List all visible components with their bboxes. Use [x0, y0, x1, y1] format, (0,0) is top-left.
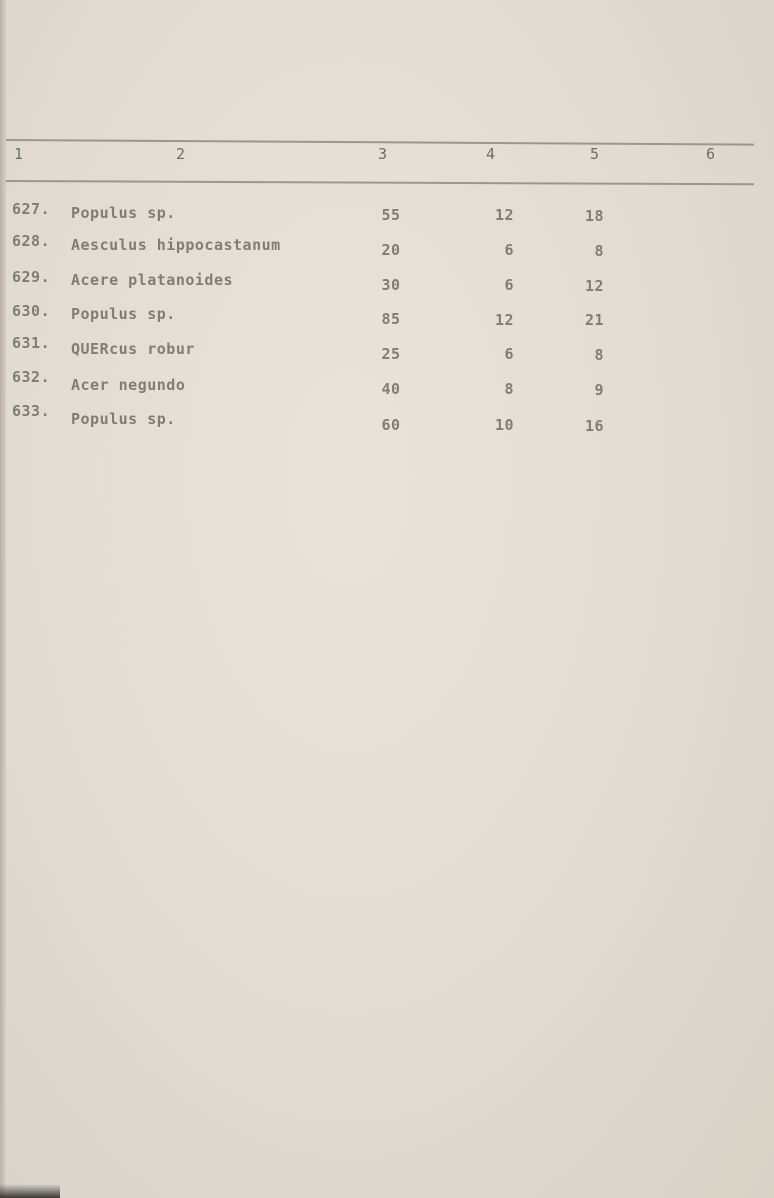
- table-row: [0, 302, 774, 332]
- column-5-value: 9: [594, 381, 604, 399]
- table-row: [0, 334, 774, 364]
- column-5-value: 8: [594, 242, 604, 260]
- species-name: Aesculus hippocastanum: [71, 236, 281, 254]
- column-4-value: 12: [494, 311, 514, 329]
- species-name: QUERcus robur: [71, 340, 195, 358]
- row-number: 628.: [12, 232, 51, 250]
- table-row: [0, 368, 774, 398]
- column-4-value: 6: [504, 276, 514, 294]
- column-header-3: 3: [378, 145, 388, 163]
- column-3-value: 40: [381, 380, 401, 398]
- species-name: Acere platanoides: [71, 271, 234, 289]
- page-bottom-shadow: [0, 1184, 60, 1198]
- table-header-rule: [6, 180, 754, 185]
- column-3-value: 60: [381, 416, 401, 434]
- row-number: 627.: [12, 200, 51, 218]
- column-header-2: 2: [176, 145, 186, 163]
- column-4-value: 12: [494, 206, 514, 224]
- column-5-value: 12: [584, 277, 604, 295]
- species-name: Populus sp.: [71, 410, 176, 428]
- table-row: [0, 268, 774, 298]
- column-header-1: 1: [14, 145, 24, 163]
- row-number: 629.: [12, 268, 51, 286]
- column-5-value: 18: [584, 207, 604, 225]
- row-number: 633.: [12, 402, 51, 420]
- column-5-value: 21: [584, 311, 604, 329]
- column-5-value: 16: [584, 417, 604, 435]
- column-3-value: 20: [381, 241, 401, 259]
- table-row: [0, 402, 774, 435]
- column-header-5: 5: [590, 145, 600, 163]
- column-4-value: 10: [494, 416, 514, 434]
- column-3-value: 25: [381, 345, 401, 363]
- species-name: Acer negundo: [71, 376, 186, 394]
- column-header-4: 4: [486, 145, 496, 163]
- column-3-value: 55: [381, 206, 401, 224]
- column-3-value: 30: [381, 276, 401, 294]
- column-header-6: 6: [706, 145, 716, 163]
- table-row: [0, 200, 774, 230]
- table-row: [0, 232, 774, 262]
- row-number: 631.: [12, 334, 51, 352]
- species-name: Populus sp.: [71, 305, 176, 323]
- row-number: 632.: [12, 368, 51, 386]
- row-number: 630.: [12, 302, 51, 320]
- column-5-value: 8: [594, 346, 604, 364]
- column-4-value: 8: [504, 380, 514, 398]
- column-4-value: 6: [504, 345, 514, 363]
- column-4-value: 6: [504, 241, 514, 259]
- species-name: Populus sp.: [71, 204, 176, 222]
- column-3-value: 85: [381, 310, 401, 328]
